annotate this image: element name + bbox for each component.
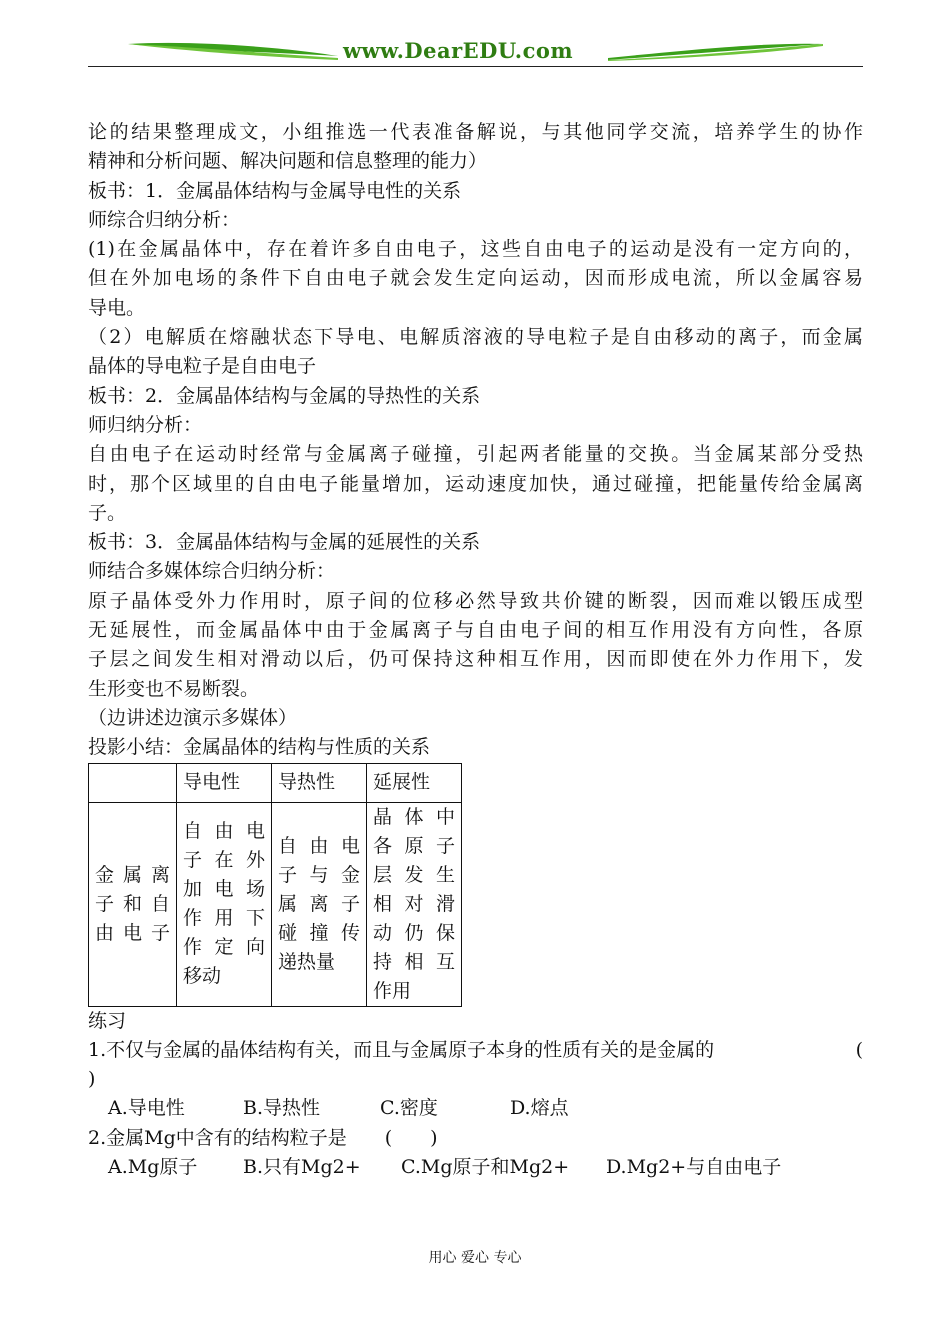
table-row xyxy=(89,802,462,1006)
paragraph-line: （边讲述边演示多媒体） xyxy=(88,706,298,729)
option-d: D.熔点 xyxy=(510,1097,569,1120)
header-rule xyxy=(88,66,863,67)
question-2-options xyxy=(88,1153,863,1182)
question-2: 2.金属Mg中含有的结构粒子是 ( ) xyxy=(88,1126,438,1149)
summary-table xyxy=(88,763,462,1007)
paragraph-line: 时，那个区域里的自由电子能量增加，运动速度加快，通过碰撞，把能量传给金属离 xyxy=(88,472,863,495)
page-footer: 用心 爱心 专心 xyxy=(428,1250,522,1266)
table-cell-ductility: 晶体中 各原子 层发生 相对滑 动仍保 持相互 作用 xyxy=(367,802,462,1006)
option-c: C.Mg原子和Mg2+ xyxy=(401,1156,570,1179)
option-d: D.Mg2+与自由电子 xyxy=(606,1156,782,1179)
option-a: A.导电性 xyxy=(108,1097,185,1120)
paragraph-line: 师综合归纳分析： xyxy=(88,208,241,231)
table-cell-thermal: 自由电 子与金 属离子 碰撞传 递热量 xyxy=(272,802,367,1006)
exercises-title: 练习 xyxy=(88,1009,127,1032)
paragraph-line: 精神和分析问题、解决问题和信息整理的能力） xyxy=(88,150,488,173)
board-heading-3: 板书：3．金属晶体结构与金属的延展性的关系 xyxy=(88,531,481,554)
paragraph-line: 但在外加电场的条件下自由电子就会发生定向运动，因而形成电流，所以金属容易 xyxy=(88,267,863,290)
paragraph-line: 原子晶体受外力作用时，原子间的位移必然导致共价键的断裂，因而难以锻压成型 xyxy=(88,589,863,612)
paragraph-line: 论的结果整理成文，小组推选一代表准备解说，与其他同学交流，培养学生的协作 xyxy=(88,121,863,143)
question-1-paren: ( xyxy=(855,1038,863,1061)
paragraph-line: 子层之间发生相对滑动以后，仍可保持这种相互作用，因而即使在外力作用下，发 xyxy=(88,648,863,671)
question-1-paren-close: ) xyxy=(88,1068,96,1091)
board-heading-1: 板书：1．金属晶体结构与金属导电性的关系 xyxy=(88,179,462,202)
table-header-cell xyxy=(89,763,177,802)
paragraph-line: 无延展性，而金属晶体中由于金属离子与自由电子间的相互作用没有方向性，各原 xyxy=(88,619,863,642)
table-header-row xyxy=(89,763,462,802)
question-1-options xyxy=(88,1094,863,1123)
paragraph-line: (1)在金属晶体中，存在着许多自由电子，这些自由电子的运动是没有一定方向的， xyxy=(88,238,863,261)
table-header-cell: 导热性 xyxy=(272,763,367,802)
paragraph-line: 晶体的导电粒子是自由电子 xyxy=(88,355,317,378)
paragraph-line: 师结合多媒体综合归纳分析： xyxy=(88,560,336,583)
table-cell-conductivity: 自由电 子在外 加电场 作用下 作定向 移动 xyxy=(177,802,272,1006)
question-1 xyxy=(88,1036,863,1065)
option-b: B.导热性 xyxy=(243,1097,321,1120)
option-c: C.密度 xyxy=(380,1097,438,1120)
site-logo-text: www.DearEDU.com xyxy=(343,38,574,63)
paragraph-line: 自由电子在运动时经常与金属离子碰撞，引起两者能量的交换。当金属某部分受热 xyxy=(88,443,863,466)
summary-caption: 投影小结：金属晶体的结构与性质的关系 xyxy=(88,736,431,759)
option-a: A.Mg原子 xyxy=(108,1156,198,1179)
paragraph-line: 生形变也不易断裂。 xyxy=(88,677,260,700)
question-1-text: 1.不仅与金属的晶体结构有关，而且与金属原子本身的性质有关的是金属的 xyxy=(88,1038,715,1061)
paragraph-line: 子。 xyxy=(88,501,127,524)
paragraph-line: 导电。 xyxy=(88,296,146,319)
table-row-label: 金属离 子和自 由电子 xyxy=(89,802,177,1006)
document-body xyxy=(88,118,863,1182)
board-heading-2: 板书：2．金属晶体结构与金属的导热性的关系 xyxy=(88,384,481,407)
option-b: B.只有Mg2+ xyxy=(243,1156,361,1179)
table-header-cell: 导电性 xyxy=(177,763,272,802)
table-header-cell: 延展性 xyxy=(367,763,462,802)
paragraph-line: 师归纳分析： xyxy=(88,413,203,436)
paragraph-line: （2）电解质在熔融状态下导电、电解质溶液的导电粒子是自由移动的离子，而金属 xyxy=(88,326,863,349)
site-header xyxy=(88,30,863,70)
